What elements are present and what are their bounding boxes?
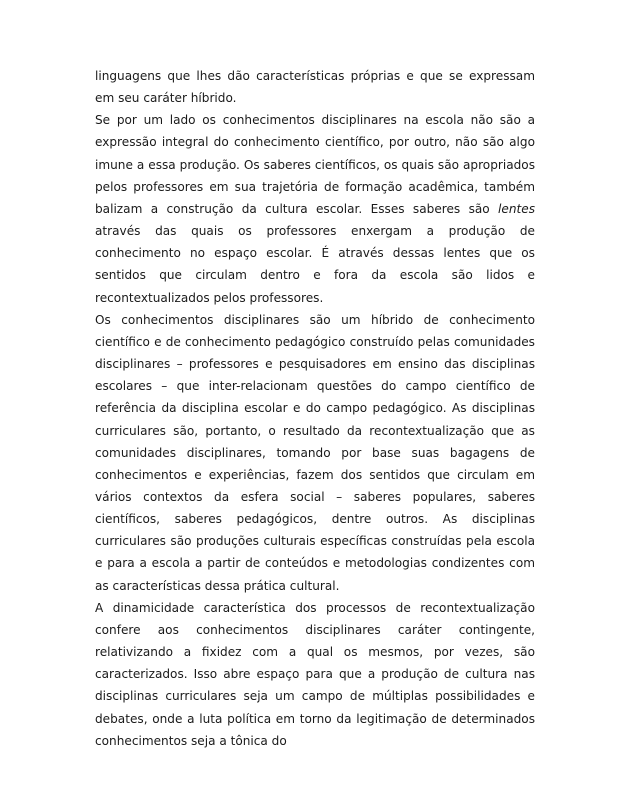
paragraph-3-text: Os conhecimentos disciplinares são um híbrido de conhecimento científico e de conhecimento pedagógico construído pelas comunidades disciplinares – professores e pesquisadores em ensino das disciplinas escolares – que inter-relacionam questões do campo científico de referência da disciplina escolar e do campo pedagógico. As disciplinas curriculares são, portanto, o resultado da recontextualização que as comunidades disciplinares, tomando por base suas bagagens de conhecimentos e experiências, fazem dos sentidos que circulam em vários contextos da esfera social – saberes populares, saberes científicos, saberes pedagógicos, dentre outros. As disciplinas curriculares são produções culturais específicas construídas pela escola e para a escola a partir de conteúdos e metodologias condizentes com as características dessa prática cultural. xyxy=(95,312,535,593)
paragraph-2-italic-term: lentes xyxy=(498,201,535,216)
document-page xyxy=(95,65,535,752)
paragraph-2-text-start: Se por um lado os conhecimentos disciplinares na escola não são a expressão integral do conhecimento científico, por outro, não são algo imune a essa produção. Os saberes científicos, os quais são apropriados pelos professores em sua trajetória de formação acadêmica, também balizam a construção da cultura escolar. Esses saberes são xyxy=(95,113,535,216)
paragraph-2 xyxy=(95,109,535,308)
paragraph-2-text-end: através das quais os professores enxergam a produção de conhecimento no espaço escolar. É através dessas lentes que os sentidos que circulam dentro e fora da escola são lidos e recontextualizados pelos professores. xyxy=(95,224,535,305)
paragraph-3 xyxy=(95,309,535,597)
paragraph-1 xyxy=(95,65,535,109)
paragraph-4 xyxy=(95,597,535,752)
paragraph-1-text: linguagens que lhes dão características próprias e que se expressam em seu caráter híbrido. xyxy=(95,69,535,106)
paragraph-4-text: A dinamicidade característica dos processos de recontextualização confere aos conhecimentos disciplinares caráter contingente, relativizando a fixidez com a qual os mesmos, por vezes, são caracterizados. Isso abre espaço para que a produção de cultura nas disciplinas curriculares seja um campo de múltiplas possibilidades e debates, onde a luta política em torno da legitimação de determinados conhecimentos seja a tônica do xyxy=(95,600,535,748)
